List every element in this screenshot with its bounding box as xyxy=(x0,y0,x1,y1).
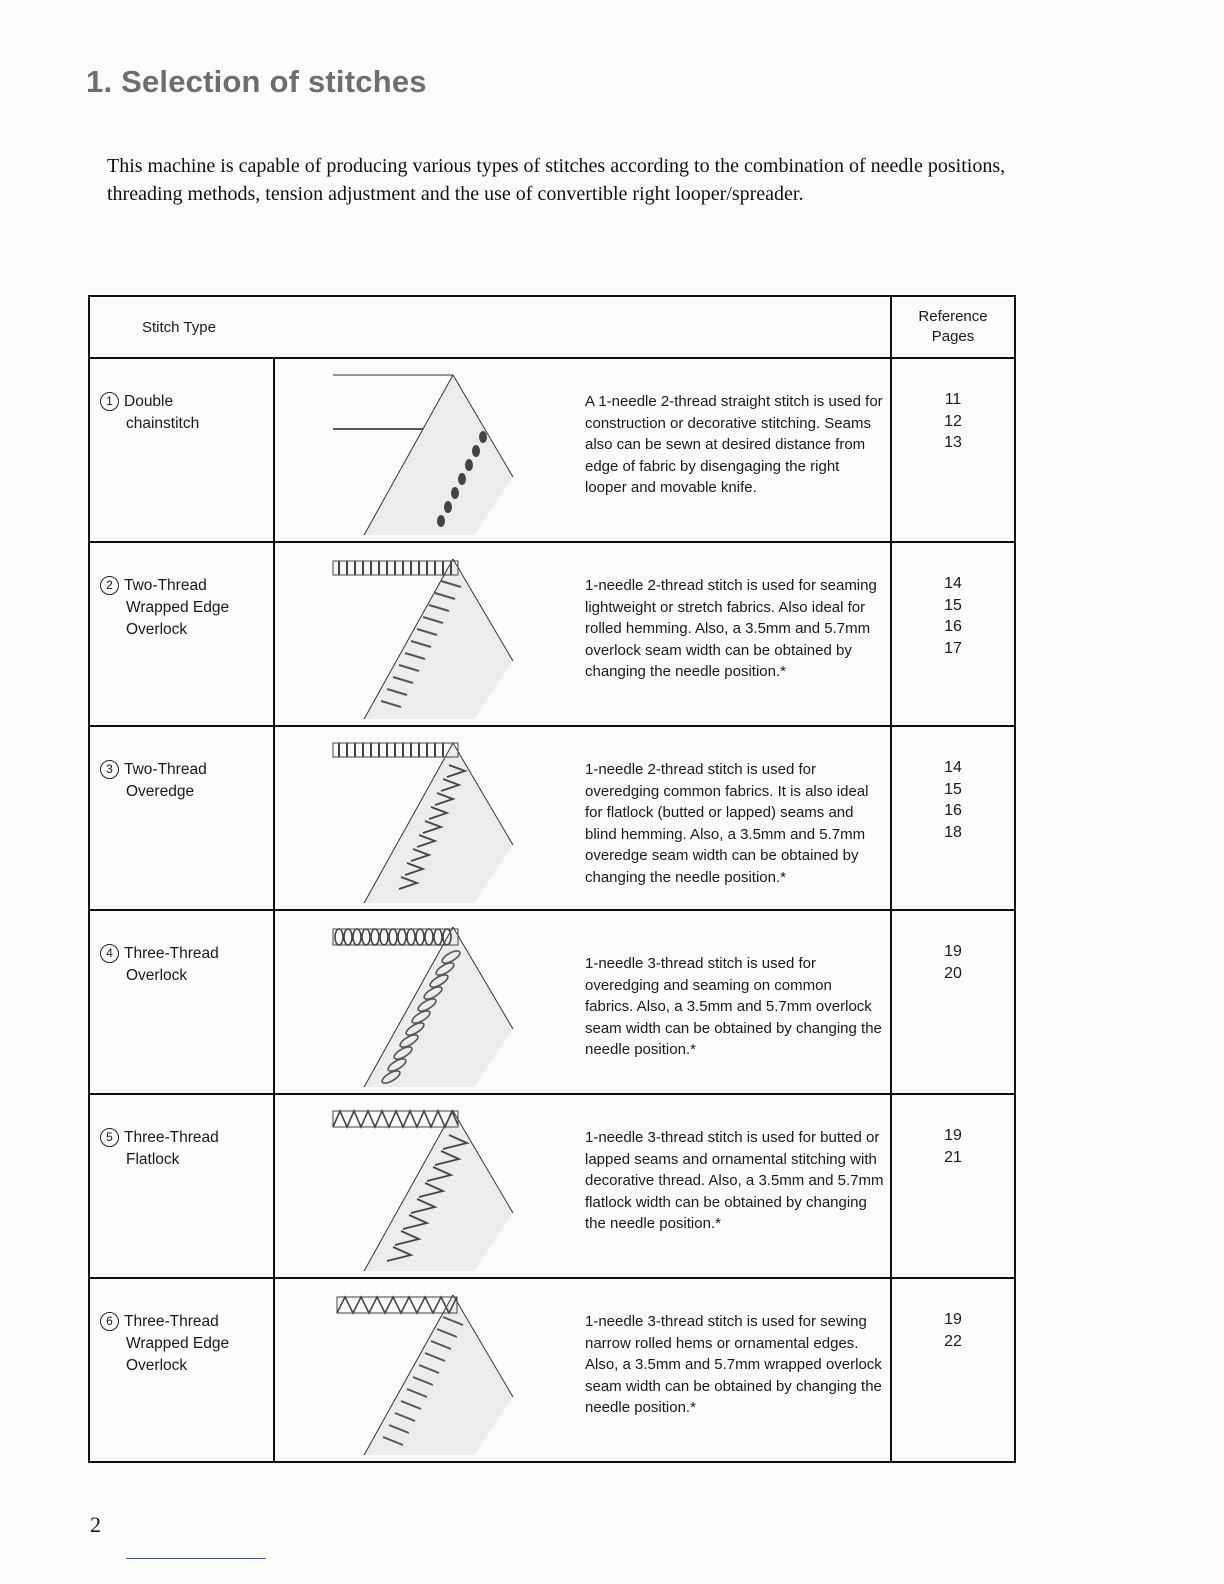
stitch-name-cell xyxy=(89,542,274,726)
item-number-badge: 5 xyxy=(100,1128,119,1147)
table-row xyxy=(89,542,1015,726)
stitch-illustration-cell xyxy=(274,910,577,1094)
reference-page: 19 xyxy=(944,1127,962,1144)
stitch-name-cell xyxy=(89,1278,274,1462)
reference-page: 14 xyxy=(944,575,962,592)
stitch-name-line: Three-Thread xyxy=(124,945,219,962)
stitch-name-line: chainstitch xyxy=(126,415,200,432)
header-reference-line2: Pages xyxy=(931,328,975,345)
reference-page: 19 xyxy=(944,943,962,960)
stitch-name-line: Three-Thread xyxy=(124,1313,219,1330)
stitch-name-cell xyxy=(89,1094,274,1278)
overedge-illustration xyxy=(323,735,523,903)
reference-page: 15 xyxy=(944,780,962,798)
stitch-name-cell xyxy=(89,358,274,542)
reference-pages-cell xyxy=(891,358,1015,542)
stitch-table xyxy=(88,295,1016,1463)
reference-page: 11 xyxy=(944,391,962,408)
stitch-name-line: Wrapped Edge xyxy=(126,1335,230,1352)
intro-paragraph: This machine is capable of producing various types of stitches according to the combination of needle positions, threading methods, tension adjustment and the use of convertible right looper/spreader. xyxy=(107,155,1006,205)
table-row xyxy=(89,910,1015,1094)
header-stitch-type: Stitch Type xyxy=(89,296,891,358)
stitch-illustration-cell xyxy=(274,358,577,542)
item-number-badge: 4 xyxy=(100,944,119,963)
item-number-badge: 3 xyxy=(100,760,119,779)
reference-page: 12 xyxy=(944,412,962,430)
three-thread-overlock-illustration xyxy=(323,919,523,1087)
reference-page: 19 xyxy=(944,1311,962,1328)
reference-page: 16 xyxy=(944,802,962,819)
table-row xyxy=(89,358,1015,542)
stitch-description: 1-needle 3-thread stitch is used for sewing narrow rolled hems or ornamental edges. Also, a 3.5mm and 5.7mm wrapped overlock seam width can be obtained by changing the needle position.* xyxy=(577,1278,891,1462)
stitch-name-line: Double xyxy=(124,393,174,410)
flatlock-illustration xyxy=(323,1103,523,1271)
reference-page: 13 xyxy=(944,434,962,451)
reference-page: 20 xyxy=(944,964,962,982)
stitch-name-line: Overlock xyxy=(126,1357,188,1374)
reference-page: 17 xyxy=(944,639,962,657)
footer-rule xyxy=(126,1558,266,1559)
reference-page: 22 xyxy=(944,1332,962,1350)
chainstitch-illustration xyxy=(323,367,523,535)
table-row xyxy=(89,726,1015,910)
stitch-description: 1-needle 2-thread stitch is used for seaming lightweight or stretch fabrics. Also ideal for rolled hemming. Also, a 3.5mm and 5.7mm overlock seam width can be obtained by changing the needle position.* xyxy=(577,542,891,726)
stitch-illustration-cell xyxy=(274,1094,577,1278)
stitch-description: A 1-needle 2-thread straight stitch is used for construction or decorative stitching. Seams also can be sewn at desired distance from edge of fabric by disengaging the right looper and movable knife. xyxy=(577,358,891,542)
reference-pages-cell xyxy=(891,726,1015,910)
stitch-name-line: Wrapped Edge xyxy=(126,599,230,616)
header-reference-pages xyxy=(891,296,1015,358)
stitch-name-cell xyxy=(89,910,274,1094)
stitch-name-line: Two-Thread xyxy=(124,577,207,594)
reference-page: 18 xyxy=(944,823,962,841)
item-number-badge: 6 xyxy=(100,1312,119,1331)
reference-pages-cell xyxy=(891,910,1015,1094)
stitch-description: 1-needle 3-thread stitch is used for butted or lapped seams and ornamental stitching with decorative thread. Also, a 3.5mm and 5.7mm flatlock width can be obtained by changing the needle position.* xyxy=(577,1094,891,1278)
stitch-name-line: Overlock xyxy=(126,621,188,638)
reference-page: 14 xyxy=(944,759,962,776)
wrapped-overlock-illustration xyxy=(323,551,523,719)
reference-page: 15 xyxy=(944,596,962,614)
header-reference-line1: Reference xyxy=(918,308,988,325)
stitch-name-line: Overedge xyxy=(126,783,195,800)
stitch-illustration-cell xyxy=(274,726,577,910)
three-thread-wrapped-illustration xyxy=(323,1287,523,1455)
table-header-row xyxy=(89,296,1015,358)
reference-pages-cell xyxy=(891,542,1015,726)
stitch-name-line: Overlock xyxy=(126,967,188,984)
stitch-name-line: Two-Thread xyxy=(124,761,207,778)
reference-page: 16 xyxy=(944,618,962,635)
stitch-name-line: Flatlock xyxy=(126,1151,180,1168)
page-number: 2 xyxy=(90,1512,101,1537)
item-number-badge: 2 xyxy=(100,576,119,595)
stitch-description: 1-needle 2-thread stitch is used for overedging common fabrics. It is also ideal for flatlock (butted or lapped) seams and blind hemming. Also, a 3.5mm and 5.7mm overedge seam width can be obtained by changing the needle position.* xyxy=(577,726,891,910)
stitch-illustration-cell xyxy=(274,1278,577,1462)
stitch-description: 1-needle 3-thread stitch is used for overedging and seaming on common fabrics. Also, a 3.5mm and 5.7mm overlock seam width can be obtained by changing the needle position.* xyxy=(577,910,891,1094)
stitch-name-cell xyxy=(89,726,274,910)
stitch-illustration-cell xyxy=(274,542,577,726)
reference-pages-cell xyxy=(891,1094,1015,1278)
table-row xyxy=(89,1094,1015,1278)
reference-page: 21 xyxy=(944,1148,962,1166)
table-row xyxy=(89,1278,1015,1462)
item-number-badge: 1 xyxy=(100,392,119,411)
reference-pages-cell xyxy=(891,1278,1015,1462)
stitch-name-line: Three-Thread xyxy=(124,1129,219,1146)
page-title: 1. Selection of stitches xyxy=(86,64,427,99)
